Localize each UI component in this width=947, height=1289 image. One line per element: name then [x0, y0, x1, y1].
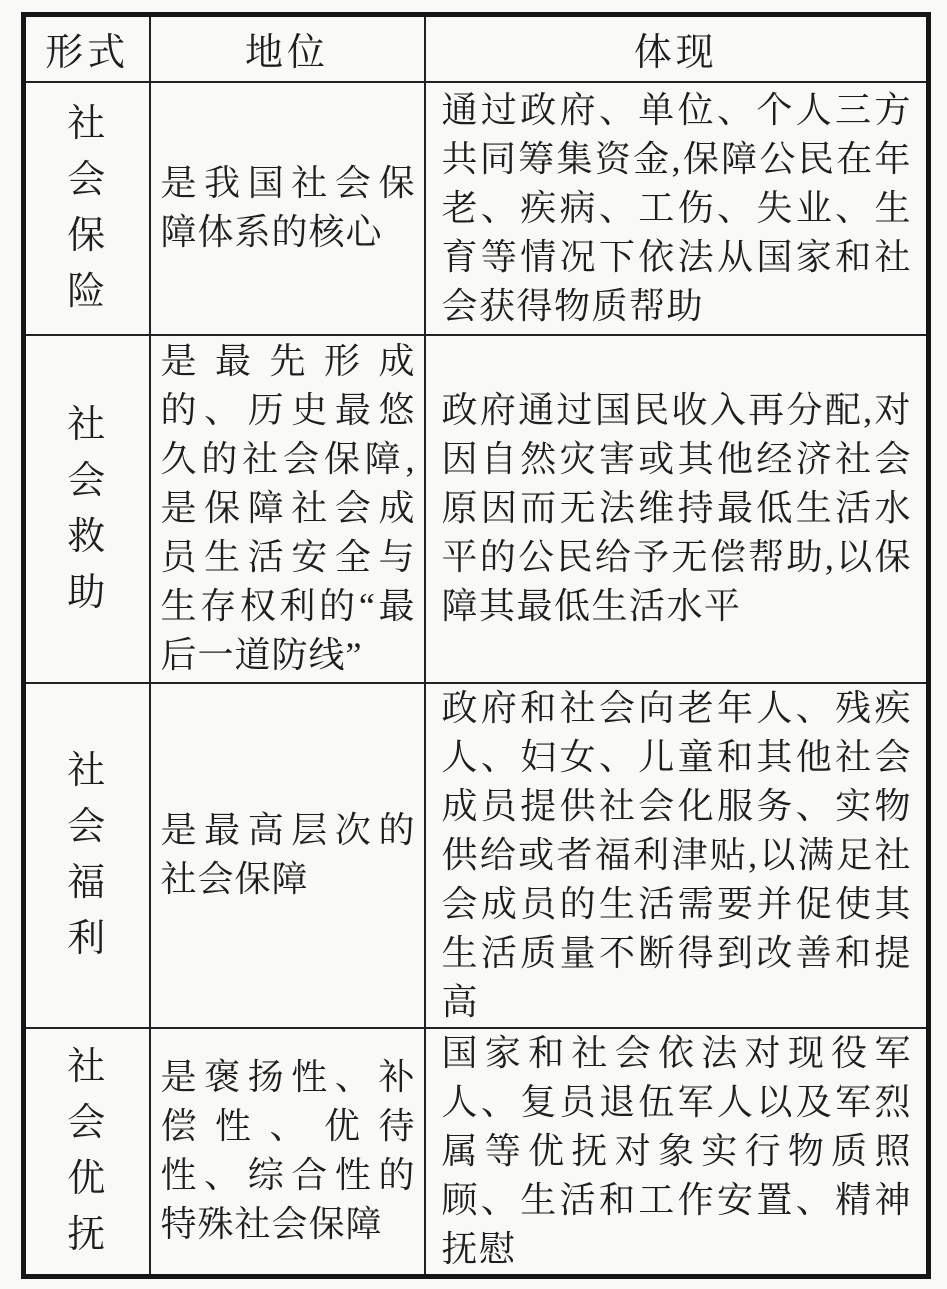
cell-status-social-insurance: 是我国社会保障体系的核心	[150, 82, 425, 335]
table-row-social-welfare	[24, 683, 929, 1028]
cell-embodiment-special-care: 国家和社会依法对现役军人、复员退伍军人以及军烈属等优抚对象实行物质照顾、生活和工作安置、精神抚慰	[425, 1028, 929, 1277]
cell-form-social-insurance: 社会保险	[24, 82, 150, 335]
table-row-special-care	[24, 1028, 929, 1277]
cell-status-social-assistance: 是最先形成的、历史最悠久的社会保障,是保障社会成员生活安全与生存权利的“最后一道防线”	[150, 335, 425, 683]
cell-embodiment-social-welfare: 政府和社会向老年人、残疾人、妇女、儿童和其他社会成员提供社会化服务、实物供给或者福利津贴,以满足社会成员的生活需要并促使其生活质量不断得到改善和提高	[425, 683, 929, 1028]
column-header-form: 形式	[24, 15, 150, 82]
social-security-forms-table	[21, 12, 931, 1279]
column-header-status: 地位	[150, 15, 425, 82]
table-row-social-insurance	[24, 82, 929, 335]
cell-status-special-care: 是褒扬性、补偿性、优待性、综合性的特殊社会保障	[150, 1028, 425, 1277]
column-header-embodiment: 体现	[425, 15, 929, 82]
table-row-social-assistance	[24, 335, 929, 683]
cell-form-social-assistance: 社会救助	[24, 335, 150, 683]
cell-embodiment-social-assistance: 政府通过国民收入再分配,对因自然灾害或其他经济社会原因而无法维持最低生活水平的公民给予无偿帮助,以保障其最低生活水平	[425, 335, 929, 683]
cell-form-special-care: 社会优抚	[24, 1028, 150, 1277]
table-header-row	[24, 15, 929, 82]
cell-embodiment-social-insurance: 通过政府、单位、个人三方共同筹集资金,保障公民在年老、疾病、工伤、失业、生育等情况下依法从国家和社会获得物质帮助	[425, 82, 929, 335]
cell-form-social-welfare: 社会福利	[24, 683, 150, 1028]
cell-status-social-welfare: 是最高层次的社会保障	[150, 683, 425, 1028]
